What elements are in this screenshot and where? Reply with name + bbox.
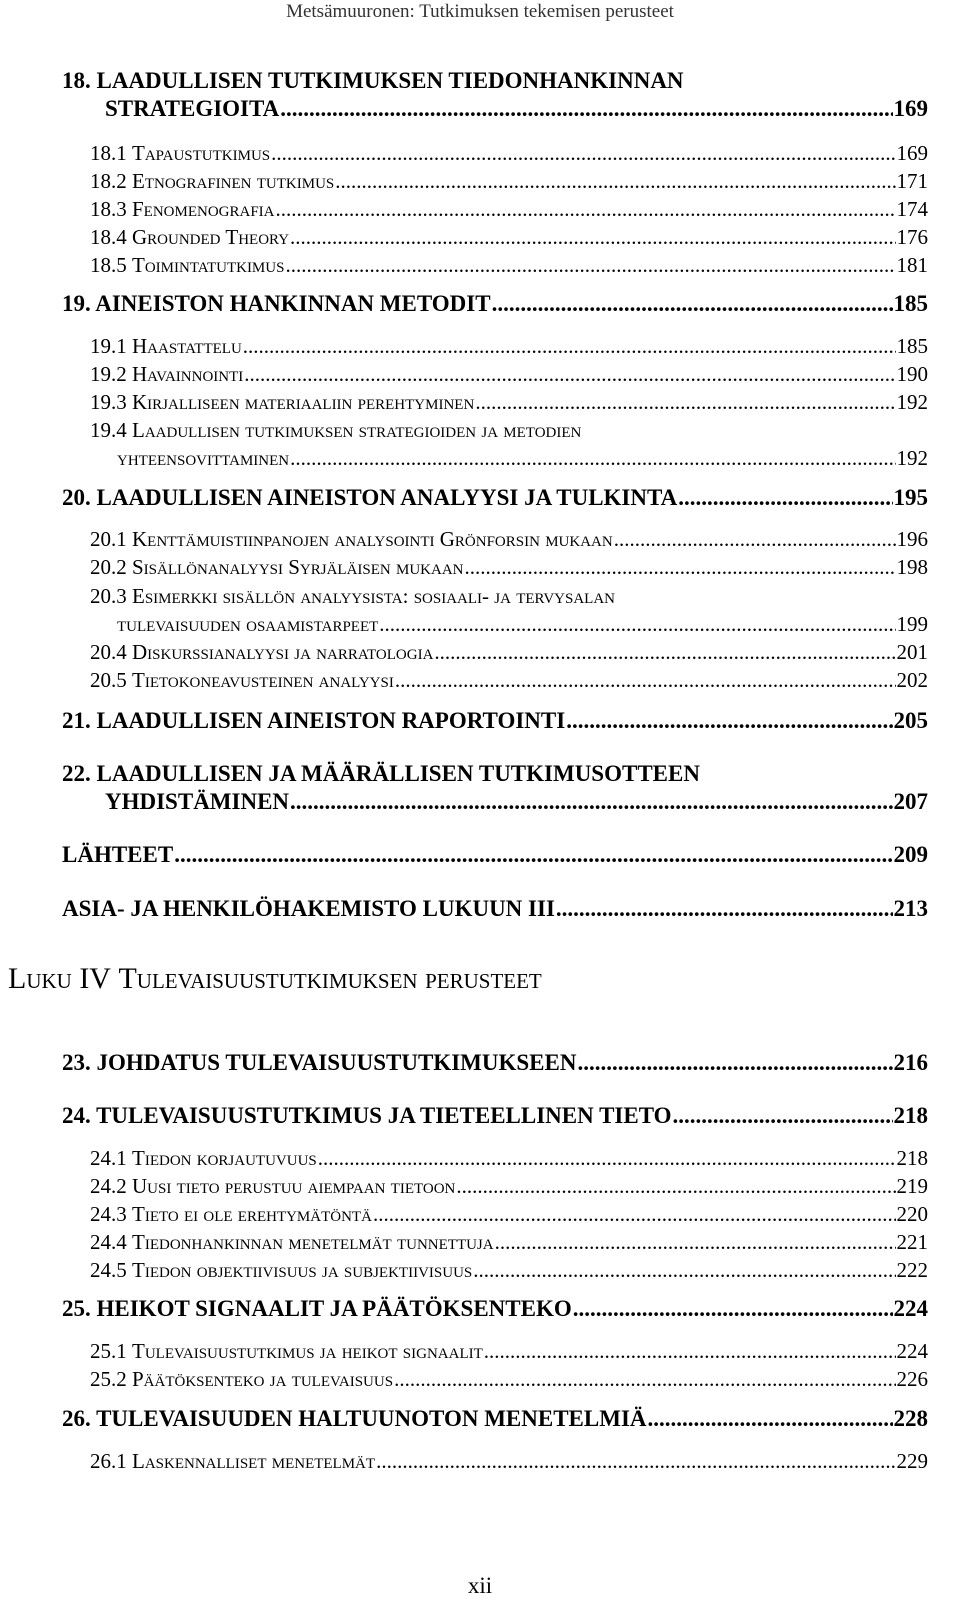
toc-title: Tulevaisuustutkimus ja heikot signaalit <box>132 1339 483 1363</box>
toc-leader <box>473 1258 895 1283</box>
toc-leader <box>276 197 896 222</box>
toc-section-18-2[interactable]: 18.2 Etnografinen tutkimus ..... 171 <box>90 169 928 194</box>
toc-leader <box>244 362 895 387</box>
toc-section-20-4[interactable]: 20.4 Diskurssianalyysi ja narratologia ..... 201 <box>90 640 928 665</box>
toc-leader <box>271 141 895 166</box>
toc-section-25-2[interactable]: 25.2 Päätöksenteko ja tulevaisuus ..... 226 <box>90 1367 928 1392</box>
toc-leader <box>495 1230 896 1255</box>
toc-page: 181 <box>896 253 928 277</box>
toc-leader <box>648 1406 893 1432</box>
toc-lahteet[interactable] <box>62 842 928 868</box>
toc-leader <box>434 640 895 665</box>
toc-leader <box>614 527 896 552</box>
toc-section-24-1[interactable]: 24.1 Tiedon korjautuvuus ..... 218 <box>90 1146 928 1171</box>
toc-leader <box>465 555 896 580</box>
toc-section-24-2[interactable]: 24.2 Uusi tieto perustuu aiempaan tietoon ..... 219 <box>90 1174 928 1199</box>
toc-page: 213 <box>893 896 928 921</box>
toc-page: 224 <box>893 1296 928 1321</box>
toc-section-20-3[interactable] <box>117 612 928 637</box>
toc-section-18-5[interactable]: 18.5 Toimintatutkimus ..... 181 <box>90 253 928 278</box>
toc-page: 218 <box>896 1146 928 1170</box>
toc-page: 222 <box>896 1258 928 1282</box>
toc-page: 169 <box>896 141 928 165</box>
toc-title: ASIA- JA HENKILÖHAKEMISTO LUKUUN III <box>62 896 555 921</box>
toc-title: 26. TULEVAISUUDEN HALTUUNOTON MENETELMIÄ <box>62 1406 647 1431</box>
toc-title: Haastattelu <box>132 334 242 358</box>
toc-page: 199 <box>896 612 928 636</box>
page-number: xii <box>467 1573 493 1598</box>
toc-title: Etnografinen tutkimus <box>132 169 335 193</box>
toc-title: tulevaisuuden osaamistarpeet <box>117 612 379 636</box>
toc-chapter-21[interactable] <box>62 708 928 734</box>
toc-leader <box>174 842 892 868</box>
toc-section-24-4[interactable]: 24.4 Tiedonhankinnan menetelmät tunnettuja ..... 221 <box>90 1230 928 1255</box>
toc-title: 24. TULEVAISUUSTUTKIMUS JA TIETEELLINEN TIETO <box>62 1103 672 1128</box>
toc-section-24-3[interactable]: 24.3 Tieto ei ole erehtymätöntä ..... 220 <box>90 1202 928 1227</box>
toc-leader <box>566 708 892 734</box>
toc-page: 201 <box>896 640 928 664</box>
toc-section-25-1[interactable]: 25.1 Tulevaisuustutkimus ja heikot signaalit ..... 224 <box>90 1339 928 1364</box>
toc-title: Tapaustutkimus <box>132 141 271 165</box>
toc-title: LÄHTEET <box>62 842 174 867</box>
running-header: Metsämuuronen: Tutkimuksen tekemisen perusteet <box>286 1 674 22</box>
toc-title: YHDISTÄMINEN <box>105 789 290 814</box>
toc-section-20-1[interactable]: 20.1 Kenttämuistiinpanojen analysointi Grönforsin mukaan ..... 196 <box>90 527 928 552</box>
toc-leader <box>379 612 895 637</box>
toc-page: 192 <box>896 446 928 470</box>
toc-leader <box>577 1050 892 1076</box>
toc-page: 207 <box>893 789 928 814</box>
toc-page: 219 <box>896 1174 928 1198</box>
toc-page: 198 <box>896 555 928 579</box>
toc-title: Tietokoneavusteinen analyysi <box>132 668 394 692</box>
toc-leader <box>335 169 895 194</box>
toc-leader <box>285 253 895 278</box>
toc-leader <box>243 334 896 359</box>
toc-leader <box>678 485 892 511</box>
toc-chapter-24[interactable] <box>62 1103 928 1129</box>
toc-page: 216 <box>893 1050 928 1075</box>
toc-page: 190 <box>896 362 928 386</box>
toc-chapter-18[interactable] <box>105 96 928 122</box>
toc-title: STRATEGIOITA <box>105 96 280 121</box>
toc-leader <box>290 789 892 815</box>
toc-title: 25. HEIKOT SIGNAALIT JA PÄÄTÖKSENTEKO <box>62 1296 572 1321</box>
toc-title: Grounded Theory <box>132 225 290 249</box>
toc-title: 23. JOHDATUS TULEVAISUUSTUTKIMUKSEEN <box>62 1050 577 1075</box>
toc-title: Tiedonhankinnan menetelmät tunnettuja <box>132 1230 494 1254</box>
toc-section-19-3[interactable]: 19.3 Kirjalliseen materiaaliin perehtyminen ..... 192 <box>90 390 928 415</box>
toc-page: 226 <box>896 1367 928 1391</box>
toc-title: Päätöksenteko ja tulevaisuus <box>132 1367 394 1391</box>
toc-page: 174 <box>896 197 928 221</box>
toc-leader <box>484 1339 896 1364</box>
toc-chapter-22[interactable] <box>105 789 928 815</box>
toc-title: 19. AINEISTON HANKINNAN METODIT <box>62 291 491 316</box>
toc-chapter-23[interactable] <box>62 1050 928 1076</box>
toc-section-20-2[interactable]: 20.2 Sisällönanalyysi Syrjäläisen mukaan ..... 198 <box>90 555 928 580</box>
toc-page: 228 <box>893 1406 928 1431</box>
toc-title: Tieto ei ole erehtymätöntä <box>132 1202 372 1226</box>
part-heading <box>8 962 542 996</box>
toc-leader <box>376 1449 895 1474</box>
toc-section-26-1[interactable]: 26.1 Laskennalliset menetelmät ..... 229 <box>90 1449 928 1474</box>
toc-page: 202 <box>896 668 928 692</box>
toc-section-24-5[interactable]: 24.5 Tiedon objektiivisuus ja subjektiivisuus ..... 222 <box>90 1258 928 1283</box>
toc-page: 195 <box>893 485 928 510</box>
toc-title: 20. LAADULLISEN AINEISTON ANALYYSI JA TULKINTA <box>62 485 678 510</box>
toc-chapter-18-line1: 18. LAADULLISEN TUTKIMUKSEN TIEDONHANKINNAN <box>62 68 684 93</box>
toc-page: 205 <box>893 708 928 733</box>
toc-leader <box>492 291 893 317</box>
toc-asia-hakemisto[interactable] <box>62 896 928 922</box>
toc-title: yhteensovittaminen <box>117 446 290 470</box>
toc-leader <box>280 96 892 122</box>
toc-section-18-1[interactable]: 18.1 Tapaustutkimus ..... 169 <box>90 141 928 166</box>
toc-leader <box>394 1367 895 1392</box>
toc-title: Tiedon korjautuvuus <box>132 1146 317 1170</box>
toc-title: Laskennalliset menetelmät <box>132 1449 376 1473</box>
toc-section-20-3-line1: 20.3 Esimerkki sisällön analyysista: sosiaali- ja tervysalan <box>90 584 616 608</box>
toc-title: Tiedon objektiivisuus ja subjektiivisuus <box>132 1258 473 1282</box>
toc-page: 192 <box>896 390 928 414</box>
toc-page: 229 <box>896 1449 928 1473</box>
toc-section-19-1[interactable]: 19.1 Haastattelu ..... 185 <box>90 334 928 359</box>
toc-leader <box>395 668 896 693</box>
toc-leader <box>318 1146 896 1171</box>
toc-chapter-20[interactable] <box>62 485 928 511</box>
toc-section-18-4[interactable]: 18.4 Grounded Theory ..... 176 <box>90 225 928 250</box>
toc-title: Toimintatutkimus <box>132 253 285 277</box>
toc-title: Havainnointi <box>132 362 244 386</box>
toc-page: 185 <box>893 291 928 316</box>
toc-page: 221 <box>896 1230 928 1254</box>
toc-chapter-26[interactable] <box>62 1406 928 1432</box>
toc-leader <box>456 1174 895 1199</box>
toc-page: 169 <box>893 96 928 121</box>
toc-chapter-19[interactable] <box>62 291 928 317</box>
toc-leader <box>673 1103 893 1129</box>
toc-section-20-5[interactable]: 20.5 Tietokoneavusteinen analyysi ..... 202 <box>90 668 928 693</box>
toc-leader <box>373 1202 896 1227</box>
toc-leader <box>290 225 895 250</box>
toc-chapter-22-line1: 22. LAADULLISEN JA MÄÄRÄLLISEN TUTKIMUSOTTEEN <box>62 761 700 786</box>
toc-title: Kenttämuistiinpanojen analysointi Grönforsin mukaan <box>132 527 613 551</box>
part-title: Tulevaisuustutkimuksen perusteet <box>118 962 542 995</box>
toc-page: 196 <box>896 527 928 551</box>
toc-page: 220 <box>896 1202 928 1226</box>
toc-title: Sisällönanalyysi Syrjäläisen mukaan <box>132 555 464 579</box>
toc-page: 176 <box>896 225 928 249</box>
toc-title: Diskurssianalyysi ja narratologia <box>132 640 434 664</box>
toc-section-19-4-line1: 19.4 Laadullisen tutkimuksen strategioiden ja metodien <box>90 418 582 442</box>
toc-leader <box>290 446 895 471</box>
toc-title: 21. LAADULLISEN AINEISTON RAPORTOINTI <box>62 708 566 733</box>
toc-title: Kirjalliseen materiaaliin perehtyminen <box>132 390 475 414</box>
toc-leader <box>573 1296 893 1322</box>
toc-section-19-2[interactable]: 19.2 Havainnointi ..... 190 <box>90 362 928 387</box>
toc-leader <box>475 390 895 415</box>
toc-page: 209 <box>893 842 928 867</box>
toc-page: 171 <box>896 169 928 193</box>
toc-title: Fenomenografia <box>132 197 275 221</box>
toc-page: 185 <box>896 334 928 358</box>
toc-title: Uusi tieto perustuu aiempaan tietoon <box>132 1174 456 1198</box>
toc-section-19-4[interactable] <box>117 446 928 471</box>
toc-chapter-25[interactable] <box>62 1296 928 1322</box>
toc-page: 224 <box>896 1339 928 1363</box>
part-label: Luku IV <box>8 962 111 995</box>
toc-page: 218 <box>893 1103 928 1128</box>
toc-leader <box>556 896 893 922</box>
toc-section-18-3[interactable]: 18.3 Fenomenografia ..... 174 <box>90 197 928 222</box>
